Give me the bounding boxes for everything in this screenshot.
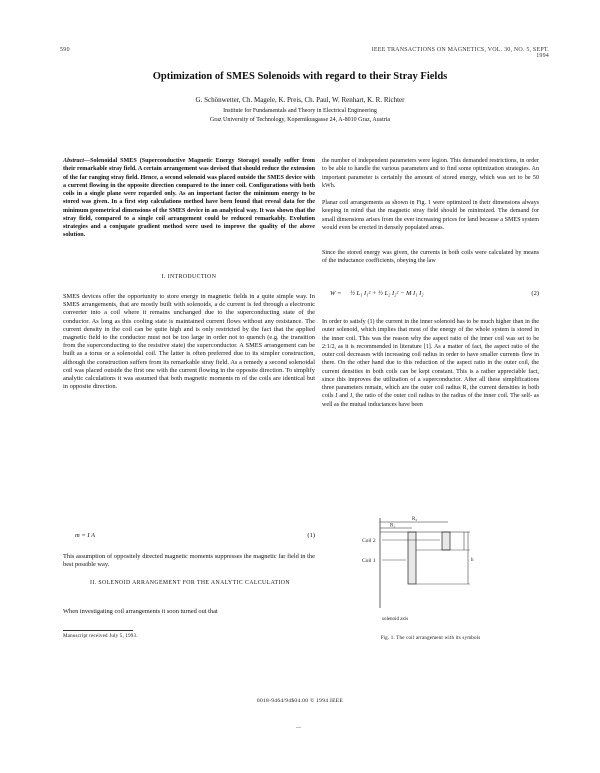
equation-2-rhs: ½ L₁ I₁² + ½ L₂ I₂² − M I₁ I₂: [350, 290, 424, 297]
after-equation-text: This assumption of oppositely directed magnetic moments suppresses the magnetic far field in the best possible way.: [63, 553, 315, 569]
author-list: G. Schönwetter, Ch. Magele, K. Preis, Ch. Paul, W. Renhart, K. R. Richter: [195, 96, 405, 104]
right-paragraph-2: Planar coil arrangements as shown in Fig. 1 were optimized in their dimensions always keeping in mind that the magnetic stray field should be minimized. The demand for small dimensions arises from the ever increasing prices for land because a SMES system would even be erected in densely populated areas.: [322, 200, 539, 231]
right-paragraph-1: the number of independent parameters were legion. This demanded restrictions, in order to be able to handle the various parameters and to find some optimization strategies. An important parameter is certainly the amount of stored energy, which was set to be 50 kWh.: [322, 158, 539, 189]
figure-coil2-rect: [442, 532, 450, 550]
abstract-text: —Solenoidal SMES (Superconductive Magnetic Energy Storage) usually suffer from their remarkable stray field. A certain arrangement was devised that should reduce the extension of the far ranging stray field. Hence, a second solenoid was placed outside the SMES device with a current flowing in the opposite direction compared to the inner coil. Configurations with both coils in a single plane were regarded only. As an important factor the minimum energy to be stored was given. In a first step calculations method have been found that reveal data for the minimum geometrical dimensions of the SMES device in an analytical way. It was shown that the stray field, compared to a single coil arrangement could be reduced remarkably. Evolution strategies and a conjugate gradient method were used to improve the quality of the above solution.: [63, 158, 315, 239]
copyright-footer: 0018-9464/94$04.00 © 1994 IEEE: [256, 698, 344, 704]
abstract-label: Abstract: [63, 158, 84, 164]
abstract: [63, 157, 315, 240]
figure-label-r2: R₂: [412, 517, 418, 522]
introduction-text: SMES devices offer the opportunity to store energy in magnetic fields in a quite simple way. In SMES arrangements, that are mostly built with solenoids, a dc current is fed through a electronic converter into a coil where it remains unchanged due to the superconducting state of the conductor. As long as this cooling state is maintained current flows without any resistance. The current density in the coil can be quite high and is only restricted by the fact that the applied magnetic field to the conductor must not be too large in order not to quench (e.g. the transition from the superconducting to the resistive state) the superconductor. A SMES arrangement can be built as a torus or a solenoidal coil. The latter is often preferred due to its simpler construction, although the construction suffers from its remarkable stray field. As a remedy a second solenoidal coil was placed outside the first one with the current flowing in the opposite direction. To simplify analytic calculations it was assumed that both magnetic moments m of the coils are identical but in opposite direction.: [63, 293, 315, 391]
section-heading-solenoid: II. SOLENOID ARRANGEMENT FOR THE ANALYTIC CALCULATION: [90, 580, 290, 586]
right-paragraph-3: Since the stored energy was given, the currents in both coils were calculated by means of the inductance coefficients, obeying the law: [322, 250, 539, 265]
page-mark: —: [296, 726, 302, 731]
equation-2-number: (2): [531, 290, 539, 297]
manuscript-note: Manuscript received July 5, 1993.: [63, 634, 138, 639]
equation-1: [63, 532, 315, 542]
equation-2-lhs: W =: [330, 290, 342, 297]
figure-label-coil2: Coil 2: [362, 538, 376, 544]
journal-header: IEEE TRANSACTIONS ON MAGNETICS, VOL. 30, NO. 5, SEPT. 1994: [371, 47, 549, 59]
section-heading-introduction: I. INTRODUCTION: [161, 274, 217, 280]
affiliation-institute: Institute for Fundamentals and Theory in Electrical Engineering: [223, 108, 377, 114]
equation-1-expr: m = I A: [75, 532, 95, 539]
paper-title: Optimization of SMES Solenoids with regard to their Stray Fields: [152, 71, 448, 82]
figure-caption: Fig. 1. The coil arrangement with its symbols: [380, 636, 481, 641]
section2-text: When investigating coil arrangements it soon turned out that: [63, 608, 218, 615]
figure-coil1-rect: [408, 532, 416, 584]
figure-label-h: h: [471, 558, 474, 563]
figure-coil-arrangement: [360, 512, 510, 628]
figure-label-r1: R₁: [390, 523, 396, 529]
figure-label-axis: solenoid axis: [382, 617, 409, 622]
figure-label-coil1: Coil 1: [362, 558, 376, 564]
page-number: 590: [60, 47, 70, 53]
right-paragraph-4: In order to satisfy (1) the current in the inner solenoid has to be much higher than in the outer solenoid, which implies that most of the energy of the whole system is stored in the inner coil. This was the reason why the aspect ratio of the inner coil was set to be 2:1/2, as it is recommended in literature [1]. As a matter of fact, the aspect ratio of the outer coil decreases with increasing coil radius in order to have smaller currents flow in there. On the other hand due to this reduction of the aspect ratio in the outer coil, the current densities in both coils can be kept constant. This is a rather appreciable fact, since this improves the utilization of a superconductor. After all these simplifications three parameters remain, which are the outer coil radius R, the current densities in both coils J and J, the ratio of the outer coil radius to the radius of the inner coil. The self- as well as the mutual inductances have been: [322, 319, 539, 408]
affiliation-university: Graz University of Technology, Kopernikusgasse 24, A-8010 Graz, Austria: [209, 117, 391, 123]
footnote-rule: [63, 630, 133, 631]
equation-2: [322, 288, 539, 302]
equation-1-number: (1): [307, 532, 315, 539]
